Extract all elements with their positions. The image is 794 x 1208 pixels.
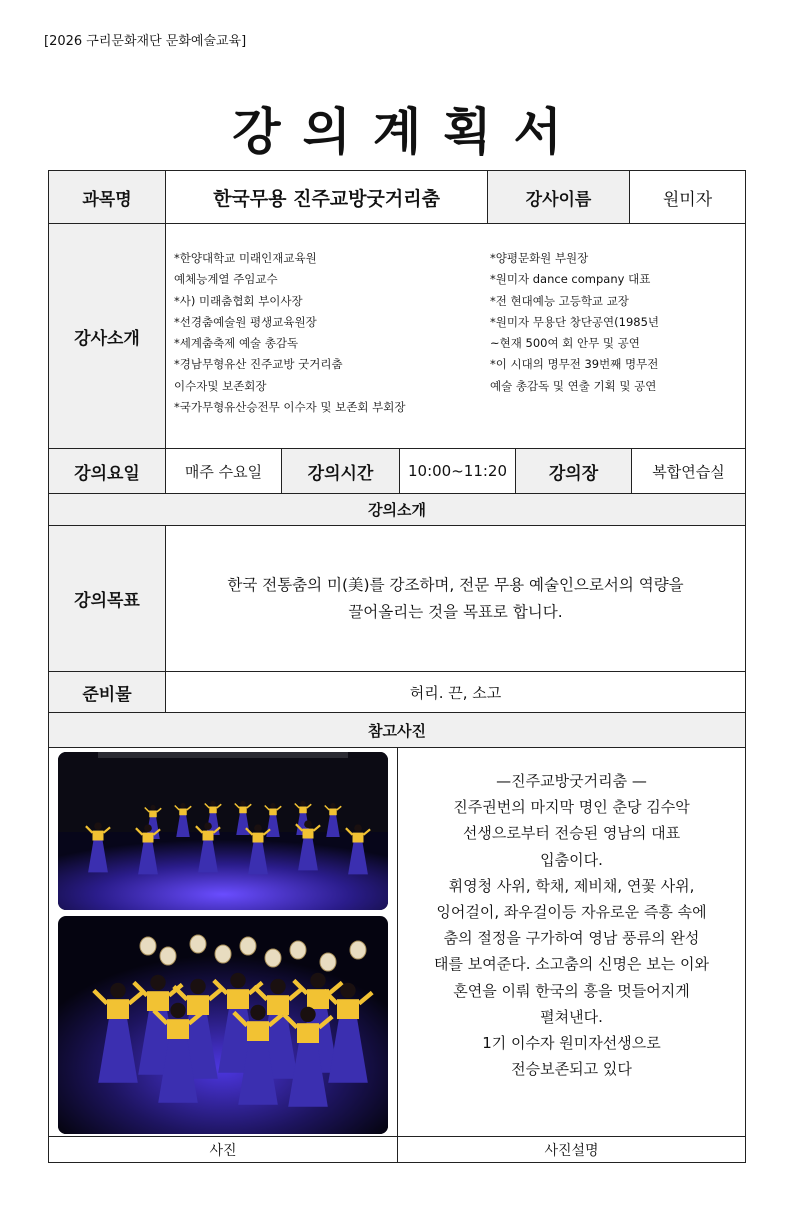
goal-content [165, 526, 745, 671]
bio-line: 이수자및 보존회장 [174, 378, 267, 393]
bio-line: *세계춤축제 예술 총감독 [174, 336, 299, 351]
goal-line: 끌어올리는 것을 목표로 합니다. [348, 602, 563, 621]
photos-band: 참고사진 [49, 713, 745, 747]
bio-line: *한양대학교 미래인재교육원 [174, 251, 317, 265]
hand-drum [265, 949, 281, 967]
description-line: 잉어걸이, 좌우걸이등 자유로운 즉흥 속에 [436, 903, 707, 922]
photos-band-row [48, 712, 746, 748]
instructor-bio-row [48, 223, 746, 449]
caption-row [48, 1136, 746, 1163]
hand-drum [190, 935, 206, 953]
hand-drum [290, 941, 306, 959]
photos-row [48, 747, 746, 1137]
bio-line: *이 시대의 명무전 39번째 명무전 [490, 357, 659, 372]
stage-performance-image [58, 752, 388, 910]
photo-column [49, 748, 397, 1136]
document-title: 강의계획서 [232, 103, 584, 161]
materials-row [48, 671, 746, 713]
description-line: 1기 이수자 원미자선생으로 [482, 1034, 661, 1053]
bio-line: ~현재 500여 회 안무 및 공연 [490, 336, 640, 351]
photo-caption: 사진 [209, 1142, 237, 1159]
place-value: 복합연습실 [631, 449, 745, 493]
intro-band: 강의소개 [49, 494, 745, 525]
description-line: 태를 보여준다. 소고춤의 신명은 보는 이와 [434, 955, 709, 974]
place-label: 강의장 [515, 449, 631, 493]
bio-line: 예체능계열 주임교수 [174, 272, 278, 287]
day-label: 강의요일 [49, 449, 165, 493]
subject-label: 과목명 [49, 171, 165, 223]
instructor-value: 원미자 [629, 171, 745, 223]
bio-line: *전 현대예능 고등학교 교장 [490, 293, 629, 308]
description-line: 입춤이다. [540, 850, 603, 869]
materials-label: 준비물 [49, 672, 165, 712]
document-header-tag: [2026 구리문화재단 문화예술교육] [44, 34, 247, 49]
description-line: 전승보존되고 있다 [511, 1060, 632, 1079]
bio-content [165, 224, 745, 448]
subject-row [48, 170, 746, 224]
hand-drum [215, 945, 231, 963]
goal-row [48, 525, 746, 672]
bio-line: *사) 미래춤협회 부이사장 [174, 293, 303, 308]
description-line: 혼연을 이뤄 한국의 흥을 멋들어지게 [453, 981, 690, 1000]
bio-line: *선경춤예술원 평생교육원장 [174, 314, 317, 329]
bio-line: *경남무형유산 진주교방 굿거리춤 [174, 357, 343, 372]
intro-band-row [48, 493, 746, 526]
bio-line: *원미자 dance company 대표 [490, 272, 651, 287]
description-line: 휘영청 사위, 학채, 제비채, 연꽃 사위, [448, 876, 695, 895]
bio-left-column [174, 248, 405, 418]
bio-line: *원미자 무용단 창단공연(1985년 [490, 314, 660, 329]
materials-value: 허리. 끈, 소고 [165, 672, 745, 712]
description-caption: 사진설명 [397, 1137, 745, 1162]
time-label: 강의시간 [281, 449, 399, 493]
close-up-photo [58, 916, 388, 1134]
bio-line: 예술 총감독 및 연출 기획 및 공연 [490, 378, 657, 393]
fan-dance-image [58, 916, 388, 1134]
hand-drum [140, 937, 156, 955]
description-line: —진주교방굿거리춤 — [496, 772, 647, 790]
instructor-label: 강사이름 [487, 171, 629, 223]
bio-right-column [490, 248, 659, 397]
stage-photo [58, 752, 388, 910]
bio-line: *양평문화원 부원장 [490, 251, 589, 265]
day-value: 매주 수요일 [165, 449, 281, 493]
description-line: 선생으로부터 전승된 영남의 대표 [462, 824, 681, 843]
time-value: 10:00~11:20 [399, 449, 515, 493]
hand-drum [160, 947, 176, 965]
photo-description [397, 748, 745, 1136]
description-line: 춤의 절정을 구가하여 영남 풍류의 완성 [443, 929, 700, 948]
bio-label: 강사소개 [49, 224, 165, 448]
hand-drum [240, 937, 256, 955]
description-line: 펼쳐낸다. [540, 1007, 603, 1026]
bio-line: *국가무형유산승전무 이수자 및 보존회 부회장 [174, 400, 406, 415]
hand-drum [350, 941, 366, 959]
goal-line: 한국 전통춤의 미(美)를 강조하며, 전문 무용 예술인으로서의 역량을 [227, 575, 684, 594]
hand-drum [320, 953, 336, 971]
subject-value: 한국무용 진주교방굿거리춤 [165, 171, 487, 223]
schedule-row [48, 448, 746, 494]
goal-label: 강의목표 [49, 526, 165, 671]
description-line: 진주권번의 마지막 명인 춘당 김수악 [453, 798, 690, 817]
